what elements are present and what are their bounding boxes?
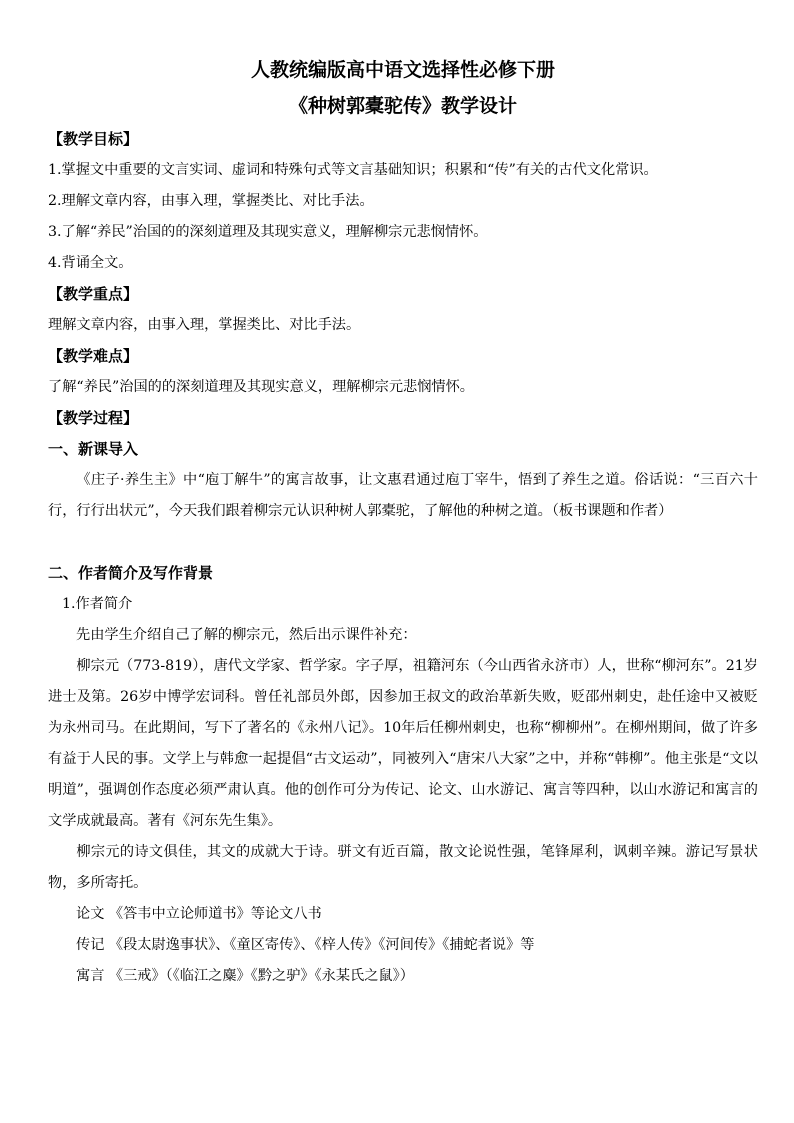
objective-item: 3.了解“养民”治国的的深刻道理及其现实意义，理解柳宗元悲悯情怀。 [48, 224, 488, 240]
objective-item: 2.理解文章内容，由事入理，掌握类比、对比手法。 [48, 193, 374, 209]
difficulties-heading: 【教学难点】 [48, 347, 139, 365]
section-author-heading: 二、作者简介及写作背景 [48, 564, 214, 582]
document-title: 人教统编版高中语文选择性必修下册 [250, 59, 555, 81]
author-poetry-paragraph: 柳宗元的诗文俱佳，其文的成就大于诗。骈文有近百篇，散文论说性强，笔锋犀利，讽刺辛辣。游记写景状物，多所寄托。 [48, 844, 758, 891]
works-fable-line: 寓言 《三戒》（《临江之麋》《黔之驴》《永某氏之鼠》） [76, 968, 414, 984]
document-subtitle: 《种树郭橐驼传》教学设计 [288, 95, 517, 117]
objective-item: 4.背诵全文。 [48, 255, 133, 271]
process-heading: 【教学过程】 [48, 409, 139, 427]
difficulties-text: 了解“养民”治国的的深刻道理及其现实意义，理解柳宗元悲悯情怀。 [48, 379, 474, 395]
author-intro-subheading: 1.作者简介 [62, 596, 133, 612]
document-page [48, 52, 758, 992]
author-intro-instruction: 先由学生介绍自己了解的柳宗元，然后出示课件补充： [76, 627, 417, 643]
key-points-heading: 【教学重点】 [48, 285, 139, 303]
author-bio-paragraph: 柳宗元（773-819），唐代文学家、哲学家。字子厚，祖籍河东（今山西省永济市）人，世称“柳河东”。21岁进士及第。26岁中博学宏词科。曾任礼部员外郎，因参加王叔文的政治革新失败，贬邵州刺史，赴任途中又被贬为永州司马。在此期间，写下了著名的《永州八记》。10年后任柳州刺史，也称“柳柳州”。在柳州期间，做了许多有益于人民的事。文学上与韩愈一起提倡“古文运动”，同被列入“唐宋八大家”之中，并称“韩柳”。他主张是“文以明道”，强调创作态度必须严肃认真。他的创作可分为传记、论文、山水游记、寓言等四种，以山水游记和寓言的文学成就最高。著有《河东先生集》。 [48, 658, 758, 829]
spacer [48, 527, 758, 558]
objectives-heading: 【教学目标】 [48, 130, 139, 148]
key-points-text: 理解文章内容，由事入理，掌握类比、对比手法。 [48, 317, 361, 333]
section-intro-paragraph: 《庄子·养生主》中“庖丁解牛”的寓言故事，让文惠君通过庖丁宰牛，悟到了养生之道。俗话说：“三百六十行，行行出状元”，今天我们跟着柳宗元认识种树人郭橐驼，了解他的种树之道。（板书课题和作者） [48, 472, 758, 519]
section-intro-heading: 一、新课导入 [48, 440, 139, 458]
objective-item: 1.掌握文中重要的文言实词、虚词和特殊句式等文言基础知识；积累和“传”有关的古代文化常识。 [48, 162, 658, 178]
works-biography-line: 传记 《段太尉逸事状》、《童区寄传》、《梓人传》《河间传》《捕蛇者说》等 [76, 937, 535, 953]
works-essay-line: 论文 《答韦中立论师道书》等论文八书 [76, 906, 322, 922]
